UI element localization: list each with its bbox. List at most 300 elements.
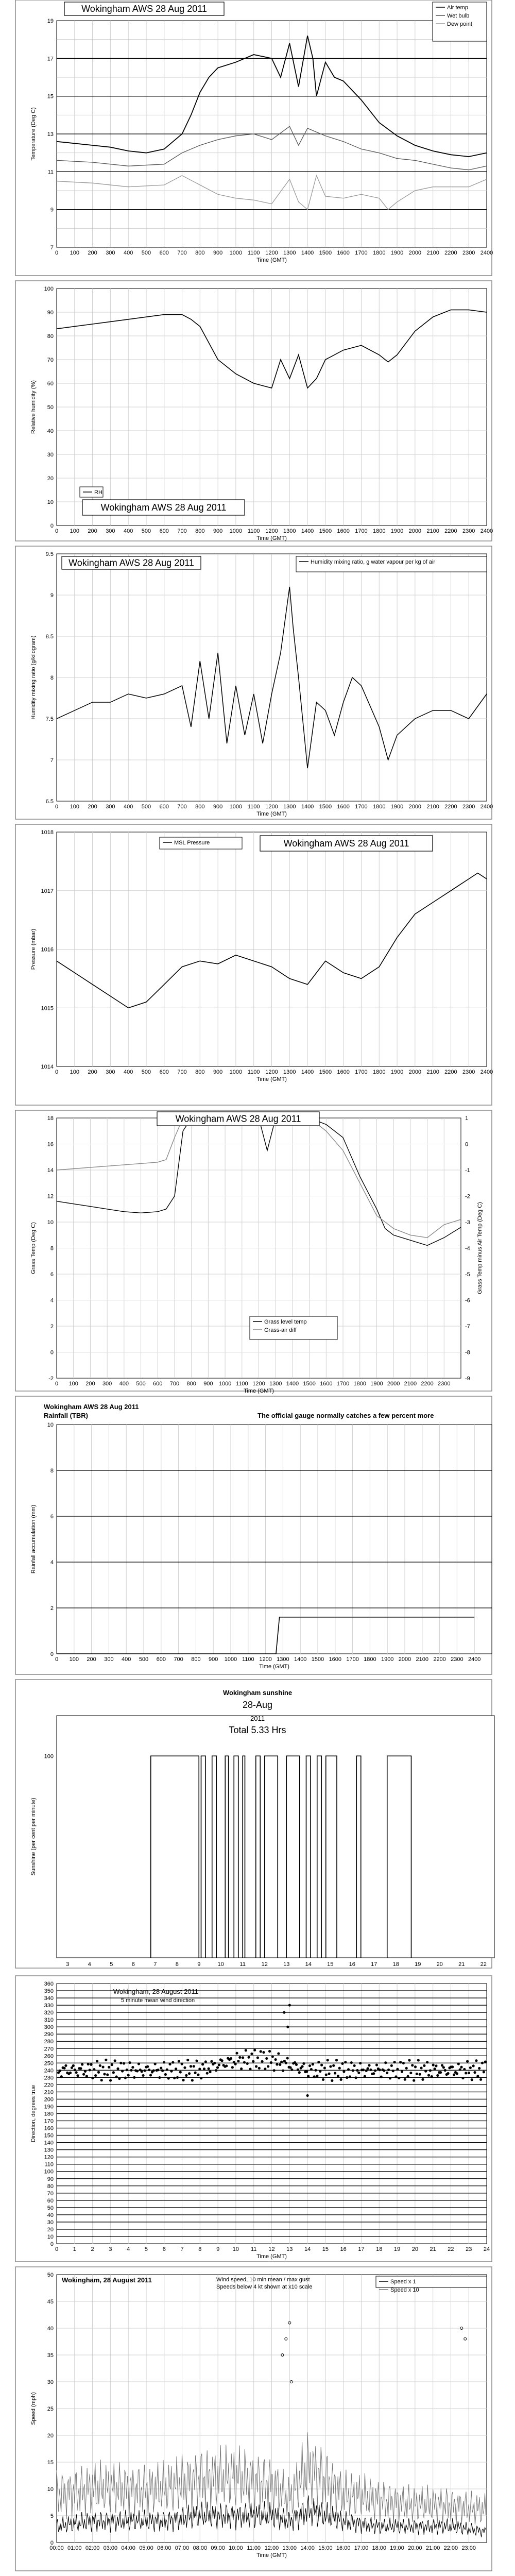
y-tick-label: 140 — [44, 2140, 54, 2146]
y-tick-label: 40 — [47, 2326, 54, 2332]
y-tick-label: 50 — [47, 2205, 54, 2211]
x-tick-label: 21 — [458, 1961, 465, 1968]
y-tick-label: 50 — [47, 404, 54, 411]
x-tick-label: 10:00 — [229, 2545, 243, 2551]
y-tick-label: 30 — [47, 2379, 54, 2385]
x-tick-label: 2000 — [408, 1069, 422, 1075]
y-tick-label: 60 — [47, 381, 54, 387]
direction-point — [206, 2072, 209, 2075]
x-tick-label: 1200 — [265, 804, 278, 810]
x-tick-label: 2300 — [451, 1656, 464, 1663]
x-tick-label: 100 — [70, 528, 79, 534]
direction-point — [133, 2076, 135, 2079]
x-tick-label: 2300 — [462, 1069, 475, 1075]
direction-point — [114, 2059, 116, 2062]
direction-point — [197, 2074, 199, 2076]
direction-point — [453, 2073, 455, 2076]
direction-point — [332, 2064, 335, 2067]
direction-point — [123, 2062, 125, 2064]
direction-point — [357, 2072, 360, 2074]
x-tick-label: 3 — [66, 1961, 70, 1968]
direction-point — [338, 2067, 341, 2070]
y-tick-label: 10 — [47, 2233, 54, 2240]
x-tick-label: 1800 — [353, 1381, 366, 1387]
y-tick-label: 160 — [44, 2125, 54, 2132]
x-tick-label: 800 — [191, 1656, 201, 1663]
direction-point — [393, 2061, 396, 2063]
direction-point — [268, 2050, 271, 2053]
direction-point — [63, 2067, 65, 2070]
y-tick-label: 250 — [44, 2060, 54, 2067]
x-tick-label: 100 — [69, 1656, 79, 1663]
y-tick-label: 200 — [44, 2096, 54, 2103]
y-tick-label: 360 — [44, 1981, 54, 1987]
x-tick-label: 2000 — [387, 1381, 400, 1387]
direction-point — [364, 2075, 366, 2078]
x-tick-label: 20 — [411, 2246, 418, 2252]
direction-point — [100, 2079, 103, 2081]
x-tick-label: 06:00 — [157, 2545, 171, 2551]
x-tick-label: 22:00 — [443, 2545, 458, 2551]
direction-point — [456, 2072, 458, 2075]
y-axis-label: Temperature (Deg C) — [30, 107, 37, 161]
x-tick-label: 22 — [448, 2246, 454, 2252]
direction-point — [465, 2072, 467, 2074]
direction-point — [182, 2079, 184, 2081]
direction-point — [325, 2074, 328, 2076]
direction-point — [460, 2066, 462, 2069]
x-tick-label: 1100 — [247, 804, 260, 810]
direction-point — [175, 2067, 177, 2070]
chart-subtitle: 28-Aug — [242, 1700, 273, 1710]
x-tick-label: 2300 — [462, 804, 475, 810]
y-tick-label: 100 — [44, 1753, 54, 1760]
direction-point — [245, 2049, 247, 2052]
x-tick-label: 2100 — [426, 804, 439, 810]
direction-point — [158, 2076, 161, 2079]
y2-tick-label: -5 — [465, 1272, 470, 1278]
direction-point — [141, 2070, 143, 2073]
x-tick-label: 1800 — [373, 250, 386, 256]
x-tick-label: 1800 — [373, 804, 386, 810]
x-tick-label: 900 — [209, 1656, 218, 1663]
y-tick-label: 220 — [44, 2082, 54, 2089]
y-tick-label: 8.5 — [45, 634, 54, 640]
x-tick-label: 1700 — [355, 250, 368, 256]
x-tick-label: 400 — [123, 1069, 133, 1075]
x-tick-label: 1000 — [229, 1069, 243, 1075]
direction-point — [270, 2061, 272, 2064]
x-tick-label: 9 — [216, 2246, 220, 2252]
direction-point — [87, 2063, 90, 2065]
y-axis-label: Humidity mixing ratio (g/kilogram) — [30, 635, 37, 720]
x-tick-label: 1000 — [218, 1381, 232, 1387]
direction-point — [390, 2064, 393, 2067]
direction-point — [253, 2049, 256, 2052]
x-tick-label: 2200 — [444, 1069, 457, 1075]
x-tick-label: 08:00 — [193, 2545, 208, 2551]
chart-title: Wokingham AWS 28 Aug 2011 — [100, 502, 227, 513]
y2-tick-label: -1 — [465, 1167, 470, 1174]
x-tick-label: 100 — [70, 1069, 79, 1075]
y-tick-label: 90 — [47, 310, 54, 316]
direction-point — [221, 2059, 224, 2062]
x-tick-label: 2400 — [480, 528, 493, 534]
y-tick-label: 290 — [44, 2031, 54, 2038]
direction-point — [367, 2067, 369, 2070]
y-tick-label: 110 — [44, 2161, 54, 2168]
x-tick-label: 8 — [175, 1961, 179, 1968]
x-tick-label: 200 — [85, 1381, 95, 1387]
y-tick-label: 1018 — [41, 829, 54, 836]
humidity-chart — [15, 281, 493, 541]
y-tick-label: 4 — [50, 1297, 54, 1304]
direction-point — [399, 2061, 402, 2063]
direction-point — [481, 2062, 484, 2064]
x-tick-label: 700 — [169, 1381, 180, 1387]
x-tick-label: 0 — [55, 1381, 59, 1387]
y-tick-label: 6 — [50, 1514, 54, 1520]
direction-point — [341, 2062, 344, 2065]
direction-point — [142, 2074, 144, 2077]
x-tick-label: 2000 — [408, 804, 422, 810]
direction-point — [286, 2057, 289, 2059]
legend-entry: MSL Pressure — [174, 840, 210, 846]
x-tick-label: 07:00 — [175, 2545, 190, 2551]
x-tick-label: 02:00 — [85, 2545, 100, 2551]
direction-point — [108, 2066, 110, 2069]
x-tick-label: 2100 — [426, 528, 439, 534]
x-tick-label: 1600 — [320, 1381, 333, 1387]
direction-point — [394, 2075, 397, 2078]
y-tick-label: 210 — [44, 2089, 54, 2096]
x-tick-label: 11 — [239, 1961, 246, 1968]
x-tick-label: 2000 — [408, 250, 422, 256]
x-tick-label: 00:00 — [49, 2545, 64, 2551]
x-tick-label: 1500 — [319, 528, 332, 534]
legend-entry: Grass level temp — [264, 1319, 307, 1325]
x-tick-label: 13:00 — [282, 2545, 297, 2551]
y-tick-label: 9 — [50, 207, 54, 213]
y-tick-label: 14 — [47, 1167, 54, 1174]
y-tick-label: 320 — [44, 2010, 54, 2016]
direction-point — [215, 2069, 217, 2072]
direction-point — [72, 2064, 75, 2067]
x-axis-label: Time (GMT) — [256, 2552, 287, 2558]
chart-subtitle: Rainfall (TBR) — [44, 1412, 88, 1419]
direction-point — [353, 2064, 356, 2067]
x-axis-label: Time (GMT) — [256, 1076, 287, 1082]
direction-point — [149, 2074, 152, 2076]
y-tick-label: 30 — [47, 2219, 54, 2226]
x-tick-label: 100 — [68, 1381, 78, 1387]
direction-point — [301, 2065, 303, 2067]
x-tick-label: 2200 — [444, 528, 457, 534]
y-tick-label: 1015 — [41, 1005, 54, 1012]
direction-point — [208, 2067, 210, 2070]
direction-point — [79, 2067, 82, 2070]
direction-point — [243, 2061, 246, 2063]
x-tick-label: 200 — [88, 528, 97, 534]
y2-tick-label: 0 — [465, 1141, 469, 1148]
x-tick-label: 1500 — [303, 1381, 316, 1387]
x-tick-label: 1800 — [364, 1656, 376, 1663]
x-tick-label: 1700 — [355, 1069, 368, 1075]
y-tick-label: 350 — [44, 1988, 54, 1995]
y-tick-label: 15 — [47, 2460, 54, 2466]
direction-point — [203, 2067, 205, 2070]
x-tick-label: 2300 — [462, 250, 475, 256]
direction-point — [439, 2071, 442, 2074]
chart-annotation: The official gauge normally catches a few percent more — [258, 1412, 434, 1419]
direction-point — [84, 2070, 87, 2073]
x-axis-label: Time (GMT) — [256, 811, 287, 817]
x-tick-label: 500 — [141, 250, 151, 256]
x-tick-label: 23 — [466, 2246, 472, 2252]
direction-point — [181, 2062, 183, 2065]
direction-point — [186, 2059, 189, 2061]
legend-entry: RH — [94, 489, 102, 496]
direction-point — [146, 2065, 149, 2068]
x-tick-label: 1500 — [319, 250, 332, 256]
direction-point — [423, 2064, 425, 2067]
direction-point — [429, 2069, 432, 2072]
direction-point — [436, 2074, 439, 2077]
direction-point — [127, 2074, 130, 2076]
chart-subtitle: Wind speed, 10 min mean / max gust — [216, 2277, 310, 2283]
mixing-ratio-chart — [15, 546, 493, 819]
direction-point — [89, 2069, 91, 2071]
direction-point — [320, 2064, 323, 2066]
direction-point — [256, 2056, 259, 2059]
x-tick-label: 700 — [177, 250, 187, 256]
direction-point — [231, 2066, 234, 2069]
direction-point — [218, 2063, 220, 2066]
x-tick-label: 3 — [109, 2246, 112, 2252]
x-tick-label: 900 — [213, 804, 223, 810]
x-tick-label: 2100 — [426, 250, 439, 256]
x-tick-label: 200 — [87, 1656, 96, 1663]
x-tick-label: 1400 — [294, 1656, 307, 1663]
x-tick-label: 4 — [127, 2246, 130, 2252]
direction-point — [350, 2061, 353, 2064]
y-tick-label: 11 — [47, 169, 54, 176]
chart-subtitle-2: Speeds below 4 kt shown at x10 scale — [216, 2284, 313, 2290]
direction-point — [111, 2063, 113, 2066]
direction-point — [116, 2067, 119, 2070]
direction-point — [466, 2060, 469, 2062]
x-tick-label: 300 — [106, 1069, 115, 1075]
y-tick-label: 330 — [44, 2003, 54, 2009]
x-tick-label: 1200 — [252, 1381, 265, 1387]
direction-point — [344, 2061, 347, 2063]
x-tick-label: 12 — [268, 2246, 275, 2252]
direction-point — [374, 2069, 376, 2072]
x-tick-label: 20:00 — [408, 2545, 422, 2551]
direction-point — [190, 2065, 192, 2067]
direction-point — [406, 2075, 409, 2078]
direction-point — [124, 2076, 127, 2079]
direction-point — [148, 2069, 150, 2071]
y-tick-label: 8 — [50, 675, 54, 681]
x-tick-label: 8 — [198, 2246, 202, 2252]
x-tick-label: 1900 — [370, 1381, 383, 1387]
direction-point — [105, 2059, 107, 2061]
x-tick-label: 1800 — [373, 528, 386, 534]
direction-point — [478, 2067, 480, 2070]
x-tick-label: 1100 — [247, 250, 260, 256]
direction-point — [97, 2071, 100, 2074]
y-axis-label: Speed (mph) — [30, 2392, 37, 2425]
y-axis-label: Grass Temp (Deg C) — [30, 1222, 37, 1274]
direction-point — [201, 2063, 204, 2065]
x-tick-label: 1200 — [265, 250, 278, 256]
y-tick-label: 270 — [44, 2046, 54, 2053]
direction-point — [164, 2073, 167, 2076]
y2-tick-label: -8 — [465, 1349, 470, 1356]
y-tick-label: 230 — [44, 2075, 54, 2081]
direction-point — [136, 2070, 139, 2072]
direction-point — [401, 2071, 403, 2073]
x-tick-label: 1100 — [235, 1381, 248, 1387]
x-tick-label: 600 — [159, 804, 169, 810]
direction-point — [274, 2058, 277, 2061]
x-tick-label: 1700 — [355, 804, 368, 810]
y-tick-label: 12 — [47, 1193, 54, 1200]
x-tick-label: 1300 — [269, 1381, 282, 1387]
direction-point — [349, 2075, 351, 2078]
chart-title: Wokingham sunshine — [222, 1689, 293, 1697]
x-tick-label: 17 — [371, 1961, 377, 1968]
x-tick-label: 18:00 — [372, 2545, 387, 2551]
x-tick-label: 1200 — [259, 1656, 272, 1663]
direction-point — [265, 2057, 268, 2060]
y-tick-label: 9 — [50, 592, 54, 599]
x-tick-label: 18 — [376, 2246, 383, 2252]
y-tick-label: 25 — [47, 2406, 54, 2412]
direction-point — [242, 2056, 244, 2059]
x-tick-label: 15 — [327, 1961, 334, 1968]
direction-point — [427, 2074, 430, 2077]
x-tick-label: 2300 — [462, 528, 475, 534]
direction-point — [313, 2075, 316, 2078]
y-tick-label: 340 — [44, 1995, 54, 2002]
direction-point — [337, 2075, 339, 2077]
x-tick-label: 2200 — [444, 804, 457, 810]
x-tick-label: 1200 — [265, 528, 278, 534]
direction-point — [277, 2052, 280, 2055]
y-tick-label: 1017 — [41, 888, 54, 894]
x-tick-label: 600 — [153, 1381, 163, 1387]
x-tick-label: 1100 — [247, 1069, 260, 1075]
sunshine-chart — [15, 1680, 494, 1968]
direction-point — [126, 2069, 128, 2071]
direction-point — [328, 2073, 330, 2075]
legend-entry: Speed x 1 — [390, 2279, 416, 2285]
direction-point — [307, 2075, 310, 2077]
y-tick-label: 100 — [44, 2168, 54, 2175]
y-tick-label: 60 — [47, 2197, 54, 2204]
direction-point — [193, 2065, 195, 2067]
y-tick-label: 80 — [47, 2183, 54, 2190]
direction-point — [386, 2072, 388, 2074]
plot-area — [57, 1425, 492, 1654]
y-tick-label: 120 — [44, 2154, 54, 2161]
x-tick-label: 1000 — [229, 804, 243, 810]
y-tick-label: 20 — [47, 2226, 54, 2233]
x-tick-label: 22 — [480, 1961, 487, 1968]
direction-point — [432, 2064, 435, 2066]
x-tick-label: 1900 — [390, 804, 404, 810]
y-axis-label: Sunshine (per cent per minute) — [30, 1798, 37, 1876]
x-tick-label: 1300 — [283, 1069, 296, 1075]
direction-point — [392, 2070, 394, 2072]
x-tick-label: 1600 — [337, 528, 350, 534]
x-tick-label: 14 — [304, 2246, 311, 2252]
direction-point-outlier — [286, 2026, 289, 2028]
direction-point — [420, 2066, 422, 2069]
x-tick-label: 6 — [131, 1961, 135, 1968]
direction-point — [431, 2075, 433, 2078]
x-tick-label: 2200 — [421, 1381, 434, 1387]
y-tick-label: 7 — [50, 245, 54, 251]
direction-point — [183, 2066, 186, 2069]
direction-point — [60, 2075, 63, 2078]
direction-point — [426, 2061, 428, 2063]
y-tick-label: 10 — [47, 2486, 54, 2493]
chart-year: 2011 — [250, 1715, 265, 1722]
x-tick-label: 800 — [195, 804, 205, 810]
chart-title: Wokingham AWS 28 Aug 2011 — [44, 1403, 139, 1411]
direction-point — [471, 2078, 473, 2081]
direction-point — [161, 2070, 164, 2072]
direction-point — [200, 2077, 202, 2079]
direction-point — [289, 2066, 291, 2069]
direction-point — [408, 2059, 410, 2061]
direction-point — [322, 2078, 324, 2081]
direction-point — [297, 2069, 299, 2071]
y-axis-label: Relative humidity (%) — [30, 380, 37, 434]
y-tick-label: 190 — [44, 2104, 54, 2110]
direction-point — [424, 2070, 427, 2073]
x-tick-label: 17 — [358, 2246, 365, 2252]
x-tick-label: 05:00 — [139, 2545, 153, 2551]
x-tick-label: 200 — [88, 804, 97, 810]
direction-point — [405, 2067, 408, 2070]
pressure-chart — [15, 824, 493, 1105]
x-tick-label: 2200 — [444, 250, 457, 256]
y2-tick-label: -6 — [465, 1297, 470, 1304]
direction-point — [421, 2078, 424, 2081]
direction-point — [459, 2068, 461, 2071]
x-tick-label: 600 — [159, 250, 169, 256]
x-tick-label: 0 — [55, 2246, 59, 2252]
y-tick-label: 5 — [50, 2513, 54, 2519]
direction-point — [152, 2069, 155, 2072]
x-tick-label: 16 — [349, 1961, 355, 1968]
x-tick-label: 800 — [195, 1069, 205, 1075]
direction-point — [238, 2056, 241, 2059]
x-tick-label: 1300 — [283, 528, 296, 534]
x-tick-label: 1500 — [319, 804, 332, 810]
direction-point — [384, 2061, 387, 2064]
direction-point — [290, 2069, 293, 2071]
x-tick-label: 10 — [232, 2246, 239, 2252]
y-tick-label: 6.5 — [45, 799, 54, 805]
x-tick-label: 400 — [123, 804, 133, 810]
grass-temp-chart — [15, 1110, 492, 1394]
chart-total: Total 5.33 Hrs — [229, 1725, 286, 1735]
